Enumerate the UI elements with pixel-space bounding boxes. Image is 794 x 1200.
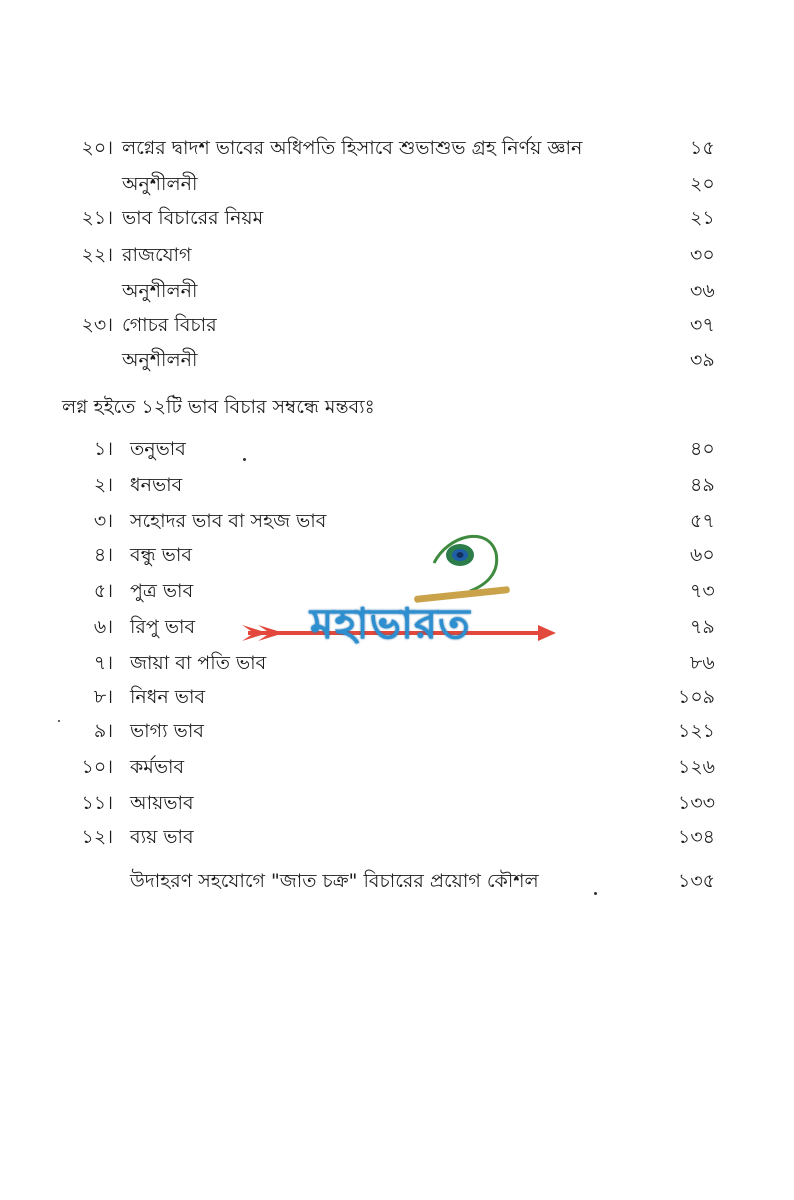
entry-title: সহোদর ভাব বা সহজ ভাব xyxy=(130,510,327,532)
entry-page: ২০ xyxy=(690,173,715,195)
entry-page: ৬০ xyxy=(690,544,715,566)
entry-page: ৮৬ xyxy=(690,652,715,674)
entry-page: ১২৬ xyxy=(678,756,716,778)
entry-title: পুত্র ভাব xyxy=(130,580,194,602)
entry-title: বন্ধু ভাব xyxy=(130,544,192,566)
entry-page: ১৫ xyxy=(690,137,715,159)
entry-title: লগ্নের দ্বাদশ ভাবের অধিপতি হিসাবে শুভাশুভ গ্রহ নির্ণয় জ্ঞান xyxy=(122,137,583,159)
entry-number: ৩। xyxy=(93,510,113,532)
entry-number: ১২। xyxy=(81,826,113,848)
entry-number: ১১। xyxy=(81,792,113,814)
entry-number: ৪। xyxy=(93,544,113,566)
entry-title: ধনভাব xyxy=(130,474,183,496)
entry-page: ৪০ xyxy=(690,438,715,460)
entry-title: ব্যয় ভাব xyxy=(130,826,194,848)
toc-entry-22 xyxy=(0,240,794,270)
entry-title: তনুভাব xyxy=(130,438,186,460)
entry-page: ৩৬ xyxy=(690,280,715,302)
entry-title: আয়ভাব xyxy=(130,792,194,814)
entry-number: ৯। xyxy=(93,720,113,742)
toc-entry-bhava-1 xyxy=(0,434,794,464)
speck xyxy=(58,720,60,722)
entry-page: ৪৯ xyxy=(690,474,715,496)
entry-number: ৫। xyxy=(93,580,113,602)
toc-entry-bhava-2 xyxy=(0,470,794,500)
toc-entry-exercise xyxy=(0,169,794,199)
entry-title: রাজযোগ xyxy=(122,244,192,266)
entry-page: ৭৩ xyxy=(690,580,715,602)
toc-entry-20 xyxy=(0,133,794,163)
entry-page: ৫৭ xyxy=(690,510,715,532)
section-heading: লগ্ন হইতে ১২টি ভাব বিচার সম্বন্ধে মন্তব্যঃ xyxy=(62,396,375,418)
entry-title: জায়া বা পতি ভাব xyxy=(130,652,267,674)
entry-page: ১৩৫ xyxy=(678,870,716,892)
toc-entry-example xyxy=(0,866,794,896)
entry-title: ভাগ্য ভাব xyxy=(130,720,204,742)
entry-page: ২১ xyxy=(690,207,715,229)
entry-title: উদাহরণ সহযোগে "জাত চক্র" বিচারের প্রয়োগ কৌশল xyxy=(130,870,539,892)
toc-entry-bhava-12 xyxy=(0,822,794,852)
toc-entry-bhava-10 xyxy=(0,752,794,782)
entry-title: কর্মভাব xyxy=(130,756,185,778)
entry-title: রিপু ভাব xyxy=(130,616,196,638)
speck xyxy=(594,892,597,895)
entry-title: গোচর বিচার xyxy=(122,314,217,336)
entry-page: ৩৯ xyxy=(690,349,715,371)
toc-entry-exercise xyxy=(0,276,794,306)
entry-page: ১০৯ xyxy=(678,686,716,708)
entry-title: ভাব বিচারের নিয়ম xyxy=(122,207,264,229)
entry-number: ৭। xyxy=(93,652,113,674)
toc-entry-bhava-9 xyxy=(0,716,794,746)
speck xyxy=(243,458,246,461)
entry-number: ২০। xyxy=(81,137,113,159)
toc-entry-21 xyxy=(0,203,794,233)
entry-page: ৭৯ xyxy=(690,616,715,638)
entry-page: ১৩৩ xyxy=(678,792,716,814)
toc-entry-bhava-8 xyxy=(0,682,794,712)
watermark-logo xyxy=(238,525,568,675)
entry-page: ৩০ xyxy=(690,244,715,266)
entry-page: ১২১ xyxy=(678,720,716,742)
toc-entry-23 xyxy=(0,310,794,340)
entry-page: ১৩৪ xyxy=(678,826,716,848)
entry-number: ২২। xyxy=(81,244,113,266)
entry-title: নিধন ভাব xyxy=(130,686,206,708)
entry-number: ২৩। xyxy=(81,314,113,336)
watermark-text: মহাভারত xyxy=(310,599,471,648)
entry-number: ২১। xyxy=(81,207,113,229)
entry-number: ২। xyxy=(93,474,113,496)
toc-entry-bhava-11 xyxy=(0,788,794,818)
entry-number: ৬। xyxy=(93,616,113,638)
entry-number: ১০। xyxy=(81,756,113,778)
entry-number: ৮। xyxy=(93,686,113,708)
entry-title: অনুশীলনী xyxy=(122,349,198,371)
entry-page: ৩৭ xyxy=(690,314,715,336)
entry-title: অনুশীলনী xyxy=(122,173,198,195)
toc-entry-exercise xyxy=(0,345,794,375)
entry-title: অনুশীলনী xyxy=(122,280,198,302)
entry-number: ১। xyxy=(93,438,113,460)
